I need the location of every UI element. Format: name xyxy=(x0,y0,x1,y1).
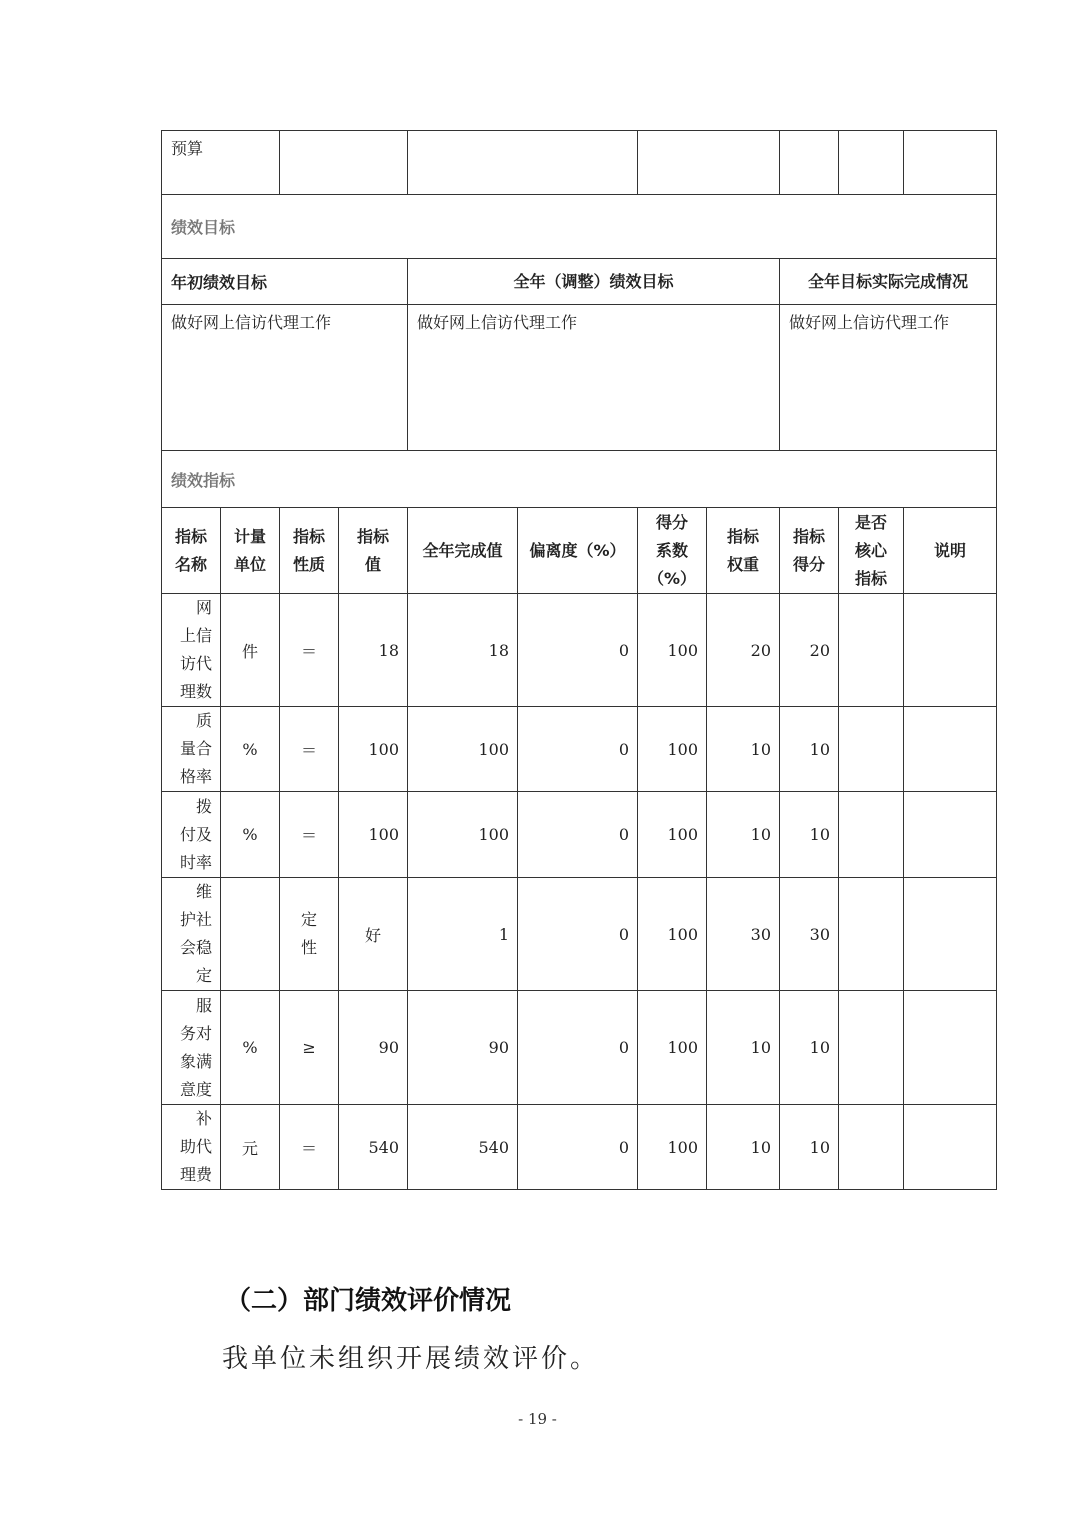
header-weight: 指标 权重 xyxy=(707,508,780,594)
budget-row xyxy=(162,131,997,195)
budget-cell xyxy=(408,131,638,195)
weight-cell: 30 xyxy=(707,878,780,991)
indicator-name: 维 护社 会稳 定 xyxy=(162,878,221,991)
coef-cell: 100 xyxy=(638,878,707,991)
core-cell xyxy=(839,878,904,991)
budget-cell xyxy=(780,131,839,195)
nature-cell: ＝ xyxy=(280,1105,339,1190)
goal-actual-text: 做好网上信访代理工作 xyxy=(780,305,997,451)
budget-cell xyxy=(839,131,904,195)
score-cell: 30 xyxy=(780,878,839,991)
deviation-cell: 0 xyxy=(518,707,638,792)
table-row xyxy=(162,792,997,878)
core-cell xyxy=(839,792,904,878)
header-value: 指标 值 xyxy=(339,508,408,594)
coef-cell: 100 xyxy=(638,792,707,878)
core-cell xyxy=(839,594,904,707)
completed-cell: 90 xyxy=(408,991,518,1105)
core-cell xyxy=(839,1105,904,1190)
unit-cell: % xyxy=(221,707,280,792)
note-cell xyxy=(904,594,997,707)
unit-cell: % xyxy=(221,792,280,878)
indicator-name: 服 务对 象满 意度 xyxy=(162,991,221,1105)
score-cell: 20 xyxy=(780,594,839,707)
table-row xyxy=(162,707,997,792)
deviation-cell: 0 xyxy=(518,792,638,878)
goal-header-row xyxy=(162,259,997,305)
score-cell: 10 xyxy=(780,1105,839,1190)
table-row xyxy=(162,878,997,991)
value-cell: 100 xyxy=(339,792,408,878)
goal-header-initial: 年初绩效目标 xyxy=(162,259,408,305)
value-cell: 好 xyxy=(339,878,408,991)
budget-label: 预算 xyxy=(162,131,280,195)
value-cell: 540 xyxy=(339,1105,408,1190)
budget-cell xyxy=(904,131,997,195)
nature-cell: ≥ xyxy=(280,991,339,1105)
nature-cell: ＝ xyxy=(280,792,339,878)
note-cell xyxy=(904,1105,997,1190)
goal-adjusted-text: 做好网上信访代理工作 xyxy=(408,305,780,451)
value-cell: 18 xyxy=(339,594,408,707)
note-cell xyxy=(904,792,997,878)
weight-cell: 10 xyxy=(707,1105,780,1190)
completed-cell: 540 xyxy=(408,1105,518,1190)
header-score-coefficient: 得分 系数 （%） xyxy=(638,508,707,594)
performance-table xyxy=(161,130,997,1190)
nature-cell: ＝ xyxy=(280,594,339,707)
goal-initial-text: 做好网上信访代理工作 xyxy=(162,305,408,451)
score-cell: 10 xyxy=(780,792,839,878)
core-cell xyxy=(839,707,904,792)
table-row xyxy=(162,991,997,1105)
completed-cell: 100 xyxy=(408,707,518,792)
coef-cell: 100 xyxy=(638,991,707,1105)
goal-header-actual: 全年目标实际完成情况 xyxy=(780,259,997,305)
nature-cell: ＝ xyxy=(280,707,339,792)
indicator-name: 质 量合 格率 xyxy=(162,707,221,792)
goal-header-adjusted: 全年（调整）绩效目标 xyxy=(408,259,780,305)
unit-cell: % xyxy=(221,991,280,1105)
indicator-header-row xyxy=(162,508,997,594)
deviation-cell: 0 xyxy=(518,991,638,1105)
page-number: - 19 - xyxy=(518,1410,557,1428)
deviation-cell: 0 xyxy=(518,878,638,991)
nature-cell: 定性 xyxy=(280,878,339,991)
coef-cell: 100 xyxy=(638,1105,707,1190)
completed-cell: 1 xyxy=(408,878,518,991)
budget-cell xyxy=(280,131,408,195)
score-cell: 10 xyxy=(780,707,839,792)
table-row xyxy=(162,594,997,707)
coef-cell: 100 xyxy=(638,707,707,792)
body-paragraph: 我单位未组织开展绩效评价。 xyxy=(222,1344,600,1374)
section-heading: （二）部门绩效评价情况 xyxy=(225,1286,512,1316)
header-unit: 计量 单位 xyxy=(221,508,280,594)
unit-cell xyxy=(221,878,280,991)
deviation-cell: 0 xyxy=(518,1105,638,1190)
coef-cell: 100 xyxy=(638,594,707,707)
score-cell: 10 xyxy=(780,991,839,1105)
value-cell: 100 xyxy=(339,707,408,792)
header-deviation: 偏离度（%） xyxy=(518,508,638,594)
header-score: 指标 得分 xyxy=(780,508,839,594)
header-core: 是否 核心 指标 xyxy=(839,508,904,594)
header-nature: 指标 性质 xyxy=(280,508,339,594)
weight-cell: 10 xyxy=(707,792,780,878)
unit-cell: 元 xyxy=(221,1105,280,1190)
note-cell xyxy=(904,991,997,1105)
note-cell xyxy=(904,878,997,991)
weight-cell: 10 xyxy=(707,991,780,1105)
note-cell xyxy=(904,707,997,792)
completed-cell: 100 xyxy=(408,792,518,878)
deviation-cell: 0 xyxy=(518,594,638,707)
indicator-name: 拨 付及 时率 xyxy=(162,792,221,878)
completed-cell: 18 xyxy=(408,594,518,707)
header-indicator-name: 指标 名称 xyxy=(162,508,221,594)
indicator-name: 网 上信 访代 理数 xyxy=(162,594,221,707)
unit-cell: 件 xyxy=(221,594,280,707)
perf-goal-section-title: 绩效目标 xyxy=(162,195,997,259)
weight-cell: 10 xyxy=(707,707,780,792)
table-row xyxy=(162,1105,997,1190)
core-cell xyxy=(839,991,904,1105)
weight-cell: 20 xyxy=(707,594,780,707)
header-completed: 全年完成值 xyxy=(408,508,518,594)
header-note: 说明 xyxy=(904,508,997,594)
goal-value-row xyxy=(162,305,997,451)
perf-indicator-section-title: 绩效指标 xyxy=(162,451,997,508)
value-cell: 90 xyxy=(339,991,408,1105)
indicator-name: 补 助代 理费 xyxy=(162,1105,221,1190)
budget-cell xyxy=(638,131,780,195)
